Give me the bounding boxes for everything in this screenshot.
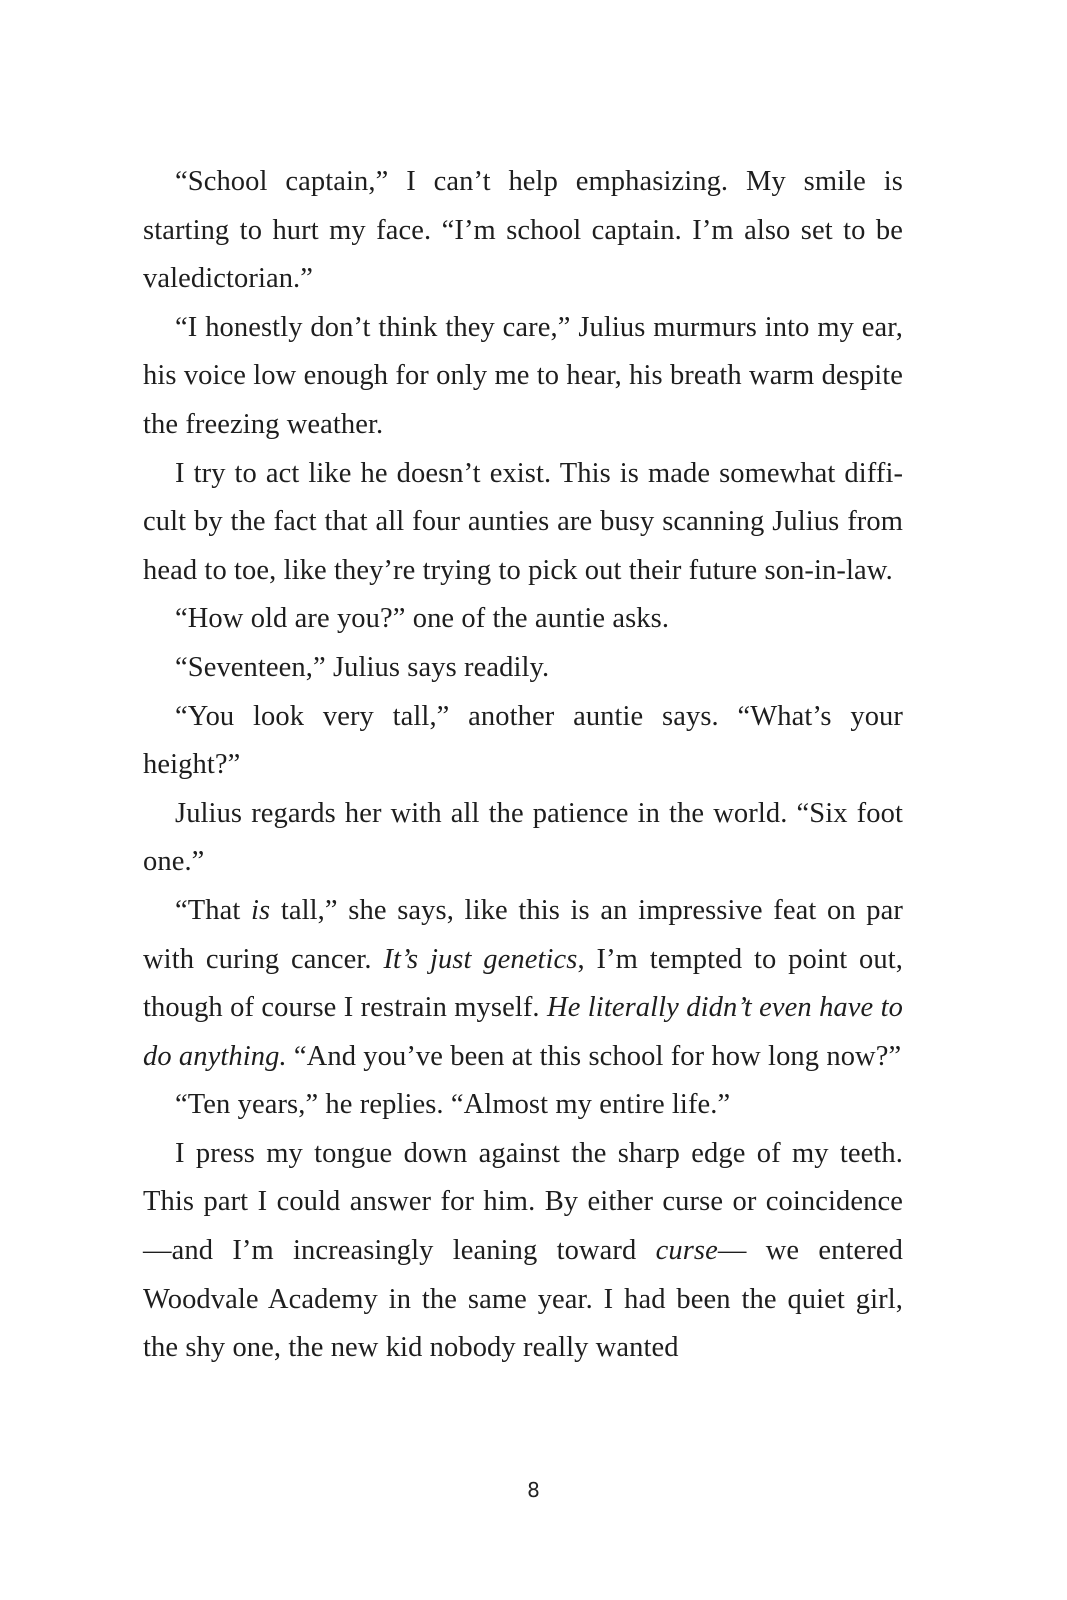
text-run: “Ten years,” he replies. “Almost my entire life.” [175,1089,731,1121]
paragraph [143,693,903,790]
paragraph [143,158,903,304]
body-text [143,158,903,1373]
text-run: “Seventeen,” Julius says readily. [175,651,550,683]
paragraph [143,1130,903,1373]
paragraph [143,1081,903,1130]
paragraph [143,304,903,450]
page-number: 8 [527,1478,540,1502]
text-run: — we entered Woodvale Academy in the same year. I had been the quiet girl, the shy one, the new kid nobody really wanted [143,1235,903,1364]
text-run: tall,” she says, like this is an impressive feat on par with curing cancer. [143,894,903,975]
text-run: “You look very tall,” another auntie says. “What’s your height?” [143,700,903,781]
text-run: “I honestly don’t think they care,” Julius murmurs into my ear, his voice low enough for only me to hear, his breath warm despite the freezing weather. [143,311,903,440]
text-run: I try to act like he doesn’t exist. This is made somewhat difficult by the fact that all four aunties are busy scanning Julius from head to toe, like they’re trying to pick out their future son-in-law. [143,457,903,586]
paragraph [143,887,903,1081]
paragraph [143,790,903,887]
text-run: Julius regards her with all the patience in the world. “Six foot one.” [143,797,903,878]
text-run: , I’m tempted to point out, though of course I restrain myself. [143,943,903,1024]
paragraph [143,595,903,644]
paragraph [143,644,903,693]
text-run: “That [175,894,252,926]
text-run: “How old are you?” one of the auntie asks. [175,603,670,635]
text-run: I press my tongue down against the sharp edge of my teeth. This part I could answer for him. By either curse or coincidence—and I’m increasingly leaning toward [143,1137,903,1267]
text-run: “And you’ve been at this school for how long now?” [286,1040,902,1072]
text-run: “School captain,” I can’t help emphasizing. My smile is starting to hurt my face. “I’m school captain. I’m also set to be valedictorian.” [143,166,903,295]
italic-text: He literally didn’t even have to do anything. [143,992,903,1072]
italic-text: curse [655,1235,718,1267]
paragraph [143,450,903,596]
italic-text: is [251,894,271,926]
italic-text: It’s just genetics [383,943,578,975]
